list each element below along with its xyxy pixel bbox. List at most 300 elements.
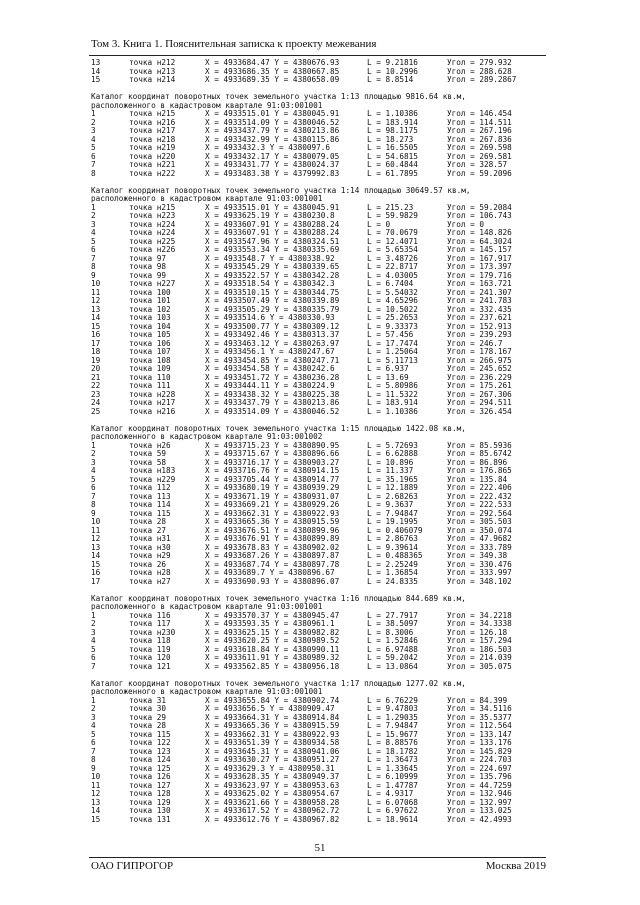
point-index: 17 (91, 338, 101, 348)
point-coordinates: X = 4933515.01 Y = 4380045.91 (205, 109, 340, 118)
direction-angle: Угол = 179.716 (447, 270, 512, 280)
direction-angle: Угол = 34.2218 (447, 610, 512, 620)
point-coordinates: X = 4933618.84 Y = 4380990.11 (205, 644, 340, 654)
point-name: точка н229 (129, 474, 176, 484)
point-index: 11 (91, 287, 101, 297)
table-row (91, 816, 546, 825)
segment-length: L = 1.29035 (367, 712, 418, 722)
segment-length: L = 6.97488 (367, 644, 418, 654)
segment-length: L = 6.7404 (367, 279, 414, 288)
point-index: 25 (91, 406, 101, 416)
point-name: точка 103 (129, 313, 171, 322)
point-index: 5 (91, 729, 96, 739)
segment-length: L = 0.488365 (367, 551, 423, 560)
direction-angle: Угол = 239.293 (447, 330, 512, 339)
point-coordinates: X = 4933662.31 Y = 4380922.93 (205, 508, 340, 518)
point-coordinates: X = 4933607.91 Y = 4380288.24 (205, 228, 340, 237)
point-name: точка 99 (129, 270, 167, 280)
direction-angle: Угол = 42.4993 (447, 814, 512, 824)
point-index: 22 (91, 381, 101, 390)
segment-length: L = 9.33373 (367, 321, 418, 331)
point-coordinates: X = 4933510.15 Y = 4380344.75 (205, 287, 340, 297)
direction-angle: Угол = 163.721 (447, 279, 512, 288)
segment-length: L = 61.7895 (367, 168, 418, 178)
point-index: 15 (91, 814, 101, 824)
point-coordinates: X = 4933669.21 Y = 4380929.26 (205, 500, 340, 509)
segment-length: L = 6.76229 (367, 695, 418, 705)
point-index: 11 (91, 525, 101, 535)
point-name: точка н227 (129, 279, 176, 288)
point-name: точка н219 (129, 143, 176, 152)
point-index: 15 (91, 321, 101, 331)
point-coordinates: X = 4933463.12 Y = 4380263.97 (205, 338, 340, 348)
direction-angle: Угол = 245.652 (447, 364, 512, 373)
point-name: точка н29 (129, 551, 171, 560)
segment-length: L = 6.97622 (367, 806, 418, 815)
direction-angle: Угол = 135.84 (447, 474, 508, 484)
segment-length: L = 5.80986 (367, 381, 418, 390)
direction-angle: Угол = 86.896 (447, 457, 508, 467)
segment-length: L = 11.5322 (367, 389, 418, 399)
point-index: 6 (91, 738, 96, 747)
point-index: 13 (91, 304, 101, 314)
point-name: точка 97 (129, 253, 167, 263)
point-name: точка 107 (129, 347, 171, 356)
point-name: точка 30 (129, 704, 167, 713)
direction-angle: Угол = 106.743 (447, 211, 512, 220)
direction-angle: Угол = 34.3338 (447, 619, 512, 628)
segment-length: L = 8.8514 (367, 75, 414, 84)
segment-length: L = 25.2653 (367, 313, 418, 322)
segment-length: L = 18.1782 (367, 746, 418, 756)
point-index: 4 (91, 466, 96, 475)
point-coordinates: X = 4933432.17 Y = 4380079.05 (205, 151, 340, 161)
point-coordinates: X = 4933665.36 Y = 4380915.59 (205, 517, 340, 526)
point-coordinates: X = 4933500.77 Y = 4380309.12 (205, 321, 340, 331)
point-index: 3 (91, 219, 96, 229)
point-index: 15 (91, 559, 101, 569)
direction-angle: Угол = 222.533 (447, 500, 512, 509)
point-coordinates: X = 4933607.91 Y = 4380288.24 (205, 219, 340, 229)
point-index: 14 (91, 551, 101, 560)
direction-angle: Угол = 145.829 (447, 746, 512, 756)
direction-angle: Угол = 269.581 (447, 151, 512, 161)
point-coordinates: X = 4933431.77 Y = 4380024.37 (205, 160, 340, 169)
point-name: точка 108 (129, 355, 171, 365)
point-coordinates: X = 4933522.57 Y = 4380342.28 (205, 270, 340, 280)
segment-length: L = 1.36854 (367, 568, 418, 577)
point-name: точка н215 (129, 202, 176, 212)
point-index: 14 (91, 806, 101, 815)
table-row (91, 76, 546, 85)
direction-angle: Угол = 294.511 (447, 398, 512, 407)
section-title: Каталог координат поворотных точек земельного участка 1:16 площадью 844.689 кв.м, (91, 593, 466, 603)
point-name: точка н221 (129, 160, 176, 169)
point-name: точка 28 (129, 721, 167, 730)
point-index: 8 (91, 755, 96, 764)
point-index: 20 (91, 364, 101, 373)
point-index: 9 (91, 763, 96, 773)
point-index: 14 (91, 313, 101, 322)
point-index: 7 (91, 160, 96, 169)
point-coordinates: X = 4933514.09 Y = 4380046.52 (205, 406, 340, 416)
point-index: 1 (91, 695, 96, 705)
point-name: точка 100 (129, 287, 171, 297)
segment-length: L = 59.9829 (367, 211, 418, 220)
point-name: точка н223 (129, 211, 176, 220)
point-name: точка 102 (129, 304, 171, 314)
direction-angle: Угол = 224.697 (447, 763, 512, 773)
segment-length: L = 98.1175 (367, 126, 418, 135)
section-title: Каталог координат поворотных точек земельного участка 1:15 площадью 1422.08 кв.м, (91, 423, 466, 433)
table-row (91, 578, 546, 587)
segment-length: L = 16.5505 (367, 143, 418, 152)
segment-length: L = 12.1889 (367, 483, 418, 492)
point-name: точка н218 (129, 134, 176, 144)
point-coordinates: X = 4933514.6 Y = 4380330.93 (205, 313, 335, 322)
point-index: 13 (91, 58, 101, 67)
point-index: 23 (91, 389, 101, 399)
point-name: точка н220 (129, 151, 176, 161)
point-coordinates: X = 4933505.29 Y = 4380335.79 (205, 304, 340, 314)
point-index: 4 (91, 636, 96, 645)
point-coordinates: X = 4933687.74 Y = 4380897.78 (205, 559, 340, 569)
segment-length: L = 2.25249 (367, 559, 418, 569)
direction-angle: Угол = 269.598 (447, 143, 512, 152)
point-name: точка н224 (129, 228, 176, 237)
direction-angle: Угол = 267.306 (447, 389, 512, 399)
point-index: 17 (91, 576, 101, 586)
point-index: 19 (91, 355, 101, 365)
point-name: точка 113 (129, 491, 171, 501)
section-subtitle: расположенного в кадастровом квартале 91:03:001001 (91, 100, 323, 110)
segment-length: L = 38.5097 (367, 619, 418, 628)
point-coordinates: X = 4933686.35 Y = 4380667.85 (205, 66, 340, 76)
direction-angle: Угол = 222.432 (447, 491, 512, 501)
segment-length: L = 24.8335 (367, 576, 418, 586)
point-name: точка н28 (129, 568, 171, 577)
segment-length: L = 1.10386 (367, 109, 418, 118)
point-coordinates: X = 4933547.96 Y = 4380324.51 (205, 236, 340, 246)
point-index: 7 (91, 661, 96, 671)
point-name: точка 118 (129, 636, 171, 645)
point-coordinates: X = 4933593.35 Y = 4380961.1 (205, 619, 335, 628)
point-coordinates: X = 4933454.85 Y = 4380247.71 (205, 355, 340, 365)
point-coordinates: X = 4933437.79 Y = 4380213.86 (205, 126, 340, 135)
segment-length: L = 10.5022 (367, 304, 418, 314)
point-name: точка 105 (129, 330, 171, 339)
point-coordinates: X = 4933456.1 Y = 4380247.67 (205, 347, 335, 356)
point-coordinates: X = 4933570.37 Y = 4380945.47 (205, 610, 340, 620)
segment-length: L = 35.1965 (367, 474, 418, 484)
direction-angle: Угол = 35.5377 (447, 712, 512, 722)
point-index: 13 (91, 797, 101, 807)
coordinate-catalog (91, 59, 546, 824)
direction-angle: Угол = 132.997 (447, 797, 512, 807)
footer-divider (89, 857, 546, 858)
footer-place-year: Москва 2019 (485, 860, 546, 872)
direction-angle: Угол = 237.621 (447, 313, 512, 322)
point-index: 8 (91, 168, 96, 178)
direction-angle: Угол = 145.157 (447, 245, 512, 254)
point-name: точка 58 (129, 457, 167, 467)
point-index: 8 (91, 500, 96, 509)
point-index: 18 (91, 347, 101, 356)
segment-length: L = 4.9317 (367, 789, 414, 798)
point-index: 24 (91, 398, 101, 407)
direction-angle: Угол = 175.261 (447, 381, 512, 390)
direction-angle: Угол = 222.406 (447, 483, 512, 492)
point-coordinates: X = 4933483.38 Y = 4379992.83 (205, 168, 340, 178)
segment-length: L = 60.4844 (367, 160, 418, 169)
segment-length: L = 18.273 (367, 134, 414, 144)
segment-length: L = 9.47803 (367, 704, 418, 713)
point-index: 10 (91, 517, 101, 526)
point-name: точка н230 (129, 627, 176, 637)
direction-angle: Угол = 135.796 (447, 772, 512, 781)
segment-length: L = 17.7474 (367, 338, 418, 348)
point-index: 5 (91, 143, 96, 152)
direction-angle: Угол = 267.836 (447, 134, 512, 144)
direction-angle: Угол = 132.946 (447, 789, 512, 798)
segment-length: L = 8.3006 (367, 627, 414, 637)
point-coordinates: X = 4933438.32 Y = 4380225.38 (205, 389, 340, 399)
direction-angle: Угол = 186.503 (447, 644, 512, 654)
point-coordinates: X = 4933716.17 Y = 4380903.27 (205, 457, 340, 467)
point-name: точка 130 (129, 806, 171, 815)
point-name: точка 114 (129, 500, 171, 509)
point-coordinates: X = 4933454.58 Y = 4380242.6 (205, 364, 335, 373)
point-name: точка 111 (129, 381, 171, 390)
point-name: точка 126 (129, 772, 171, 781)
point-coordinates: X = 4933620.25 Y = 4380989.52 (205, 636, 340, 645)
direction-angle: Угол = 305.503 (447, 517, 512, 526)
point-name: точка н228 (129, 389, 176, 399)
point-index: 3 (91, 126, 96, 135)
segment-length: L = 5.54032 (367, 287, 418, 297)
segment-length: L = 22.8717 (367, 262, 418, 271)
direction-angle: Угол = 133.025 (447, 806, 512, 815)
segment-length: L = 6.937 (367, 364, 409, 373)
point-name: точка 28 (129, 517, 167, 526)
point-name: точка н224 (129, 219, 176, 229)
point-coordinates: X = 4933655.84 Y = 4380902.74 (205, 695, 340, 705)
point-coordinates: X = 4933507.49 Y = 4380339.89 (205, 296, 340, 305)
segment-length: L = 2.68263 (367, 491, 418, 501)
segment-length: L = 6.10999 (367, 772, 418, 781)
direction-angle: Угол = 289.2867 (447, 75, 517, 84)
segment-length: L = 1.36473 (367, 755, 418, 764)
point-coordinates: X = 4933553.34 Y = 4380335.69 (205, 245, 340, 254)
point-name: точка н213 (129, 66, 176, 76)
point-coordinates: X = 4933680.19 Y = 4380939.29 (205, 483, 340, 492)
direction-angle: Угол = 332.435 (447, 304, 512, 314)
point-name: точка н217 (129, 398, 176, 407)
point-index: 2 (91, 211, 96, 220)
point-coordinates: X = 4933611.91 Y = 4380989.32 (205, 653, 340, 662)
point-name: точка н183 (129, 466, 176, 475)
point-coordinates: X = 4933625.02 Y = 4380954.67 (205, 789, 340, 798)
point-name: точка н27 (129, 576, 171, 586)
direction-angle: Угол = 349.38 (447, 551, 508, 560)
point-name: точка 29 (129, 712, 167, 722)
point-coordinates: X = 4933518.54 Y = 4380342.3 (205, 279, 335, 288)
point-name: точка н216 (129, 406, 176, 416)
direction-angle: Угол = 126.18 (447, 627, 508, 637)
table-row (91, 408, 546, 417)
segment-length: L = 1.33645 (367, 763, 418, 773)
point-index: 12 (91, 789, 101, 798)
point-name: точка 127 (129, 780, 171, 790)
point-coordinates: X = 4933623.97 Y = 4380953.63 (205, 780, 340, 790)
point-name: точка н226 (129, 245, 176, 254)
direction-angle: Угол = 59.2084 (447, 202, 512, 212)
segment-length: L = 183.914 (367, 117, 418, 127)
direction-angle: Угол = 148.826 (447, 228, 512, 237)
direction-angle: Угол = 173.397 (447, 262, 512, 271)
point-coordinates: X = 4933444.11 Y = 4380224.9 (205, 381, 335, 390)
segment-length: L = 6.62888 (367, 449, 418, 458)
point-index: 1 (91, 610, 96, 620)
direction-angle: Угол = 328.57 (447, 160, 508, 169)
direction-angle: Угол = 224.703 (447, 755, 512, 764)
point-coordinates: X = 4933630.27 Y = 4380951.27 (205, 755, 340, 764)
point-index: 16 (91, 330, 101, 339)
segment-length: L = 1.52846 (367, 636, 418, 645)
point-coordinates: X = 4933548.7 Y = 4380338.92 (205, 253, 335, 263)
point-index: 1 (91, 109, 96, 118)
segment-length: L = 4.65296 (367, 296, 418, 305)
point-index: 2 (91, 619, 96, 628)
point-name: точка 26 (129, 559, 167, 569)
segment-length: L = 0.406079 (367, 525, 423, 535)
segment-length: L = 18.9614 (367, 814, 418, 824)
direction-angle: Угол = 176.865 (447, 466, 512, 475)
point-index: 7 (91, 491, 96, 501)
point-coordinates: X = 4933492.46 Y = 4380313.37 (205, 330, 340, 339)
direction-angle: Угол = 47.9682 (447, 534, 512, 543)
point-name: точка 115 (129, 729, 171, 739)
point-coordinates: X = 4933678.83 Y = 4380902.02 (205, 542, 340, 552)
point-index: 2 (91, 117, 96, 127)
table-row (91, 663, 546, 672)
point-name: точка н212 (129, 58, 176, 67)
direction-angle: Угол = 167.917 (447, 253, 512, 263)
direction-angle: Угол = 348.102 (447, 576, 512, 586)
point-name: точка н225 (129, 236, 176, 246)
point-coordinates: X = 4933562.85 Y = 4380956.18 (205, 661, 340, 671)
direction-angle: Угол = 85.6742 (447, 449, 512, 458)
point-coordinates: X = 4933432.99 Y = 4380115.86 (205, 134, 340, 144)
segment-length: L = 1.10386 (367, 406, 418, 416)
table-row (91, 170, 546, 179)
point-name: точка н31 (129, 534, 171, 543)
point-coordinates: X = 4933664.31 Y = 4380914.84 (205, 712, 340, 722)
direction-angle: Угол = 157.294 (447, 636, 512, 645)
point-index: 4 (91, 721, 96, 730)
direction-angle: Угол = 114.511 (447, 117, 512, 127)
point-coordinates: X = 4933665.36 Y = 4380915.59 (205, 721, 340, 730)
direction-angle: Угол = 305.075 (447, 661, 512, 671)
direction-angle: Угол = 241.307 (447, 287, 512, 297)
point-coordinates: X = 4933689.35 Y = 4380658.09 (205, 75, 340, 84)
point-coordinates: X = 4933662.31 Y = 4380922.93 (205, 729, 340, 739)
point-name: точка 124 (129, 755, 171, 764)
point-name: точка 117 (129, 619, 171, 628)
direction-angle: Угол = 266.975 (447, 355, 512, 365)
point-coordinates: X = 4933715.67 Y = 4380896.66 (205, 449, 340, 458)
segment-length: L = 0 (367, 219, 391, 229)
direction-angle: Угол = 85.5936 (447, 440, 512, 450)
point-name: точка 112 (129, 483, 171, 492)
direction-angle: Угол = 59.2096 (447, 168, 512, 178)
document-header: Том 3. Книга 1. Пояснительная записка к проекту межевания (91, 38, 377, 50)
segment-length: L = 1.25064 (367, 347, 418, 356)
point-coordinates: X = 4933437.79 Y = 4380213.86 (205, 398, 340, 407)
point-coordinates: X = 4933432.3 Y = 4380097.6 (205, 143, 330, 152)
point-name: точка 125 (129, 763, 171, 773)
point-coordinates: X = 4933676.51 Y = 4380899.96 (205, 525, 340, 535)
footer-organization: ОАО ГИПРОГОР (91, 860, 174, 872)
point-index: 3 (91, 627, 96, 637)
section-subtitle: расположенного в кадастровом квартале 91:03:001001 (91, 602, 323, 611)
point-coordinates: X = 4933515.01 Y = 4380045.91 (205, 202, 340, 212)
point-coordinates: X = 4933625.15 Y = 4380982.82 (205, 627, 340, 637)
segment-length: L = 13.69 (367, 372, 409, 382)
point-name: точка 59 (129, 449, 167, 458)
direction-angle: Угол = 333.997 (447, 568, 512, 577)
point-index: 15 (91, 75, 101, 84)
point-coordinates: X = 4933705.44 Y = 4380914.77 (205, 474, 340, 484)
point-name: точка 106 (129, 338, 171, 348)
point-name: точка 121 (129, 661, 171, 671)
point-name: точка н30 (129, 542, 171, 552)
point-coordinates: X = 4933629.3 Y = 4380950.31 (205, 763, 335, 773)
direction-angle: Угол = 112.564 (447, 721, 512, 730)
point-index: 1 (91, 202, 96, 212)
segment-length: L = 9.39614 (367, 542, 418, 552)
direction-angle: Угол = 84.399 (447, 695, 508, 705)
section-title: Каталог координат поворотных точек земельного участка 1:17 площадью 1277.02 кв.м, (91, 678, 466, 688)
point-name: точка 120 (129, 653, 171, 662)
point-name: точка 115 (129, 508, 171, 518)
section-subtitle: расположенного в кадастровом квартале 91:03:001001 (91, 194, 323, 203)
segment-length: L = 27.7917 (367, 610, 418, 620)
direction-angle: Угол = 178.167 (447, 347, 512, 356)
point-index: 3 (91, 457, 96, 467)
segment-length: L = 11.337 (367, 466, 414, 475)
point-coordinates: X = 4933628.35 Y = 4380949.37 (205, 772, 340, 781)
point-index: 2 (91, 449, 96, 458)
point-name: точка н26 (129, 440, 171, 450)
point-index: 6 (91, 245, 96, 254)
segment-length: L = 6.07068 (367, 797, 418, 807)
point-index: 5 (91, 236, 96, 246)
direction-angle: Угол = 330.476 (447, 559, 512, 569)
point-name: точка 119 (129, 644, 171, 654)
point-coordinates: X = 4933645.31 Y = 4380941.06 (205, 746, 340, 756)
point-coordinates: X = 4933651.39 Y = 4380934.58 (205, 738, 340, 747)
segment-length: L = 4.03005 (367, 270, 418, 280)
segment-length: L = 5.11713 (367, 355, 418, 365)
point-index: 7 (91, 253, 96, 263)
section-subtitle: расположенного в кадастровом квартале 91:03:001001 (91, 687, 323, 696)
header-divider (89, 55, 546, 56)
segment-length: L = 59.2042 (367, 653, 418, 662)
point-index: 4 (91, 228, 96, 237)
point-coordinates: X = 4933612.76 Y = 4380967.82 (205, 814, 340, 824)
segment-length: L = 7.94847 (367, 721, 418, 730)
